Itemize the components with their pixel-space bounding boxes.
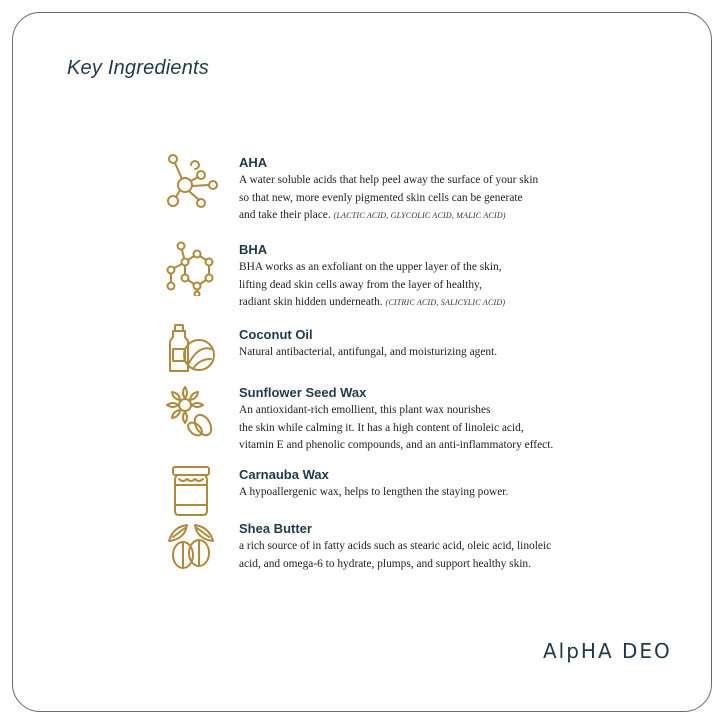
description-line: lifting dead skin cells away from the layer of healthy, — [239, 278, 482, 291]
description-line: BHA works as an exfoliant on the upper layer of the skin, — [239, 261, 502, 273]
ingredient-name: Carnauba Wax — [239, 467, 329, 482]
ingredient-description — [239, 538, 579, 573]
sunflower-seed-icon — [163, 383, 219, 439]
ingredient-name: Shea Butter — [239, 521, 312, 536]
page-title: Key Ingredients — [67, 57, 209, 79]
ingredient-description — [239, 402, 579, 455]
ingredient-name: AHA — [239, 155, 268, 170]
ingredient-name: Coconut Oil — [239, 327, 313, 342]
description-line: Natural antibacterial, antifungal, and moisturizing agent. — [239, 346, 498, 358]
wax-jar-icon — [163, 465, 219, 521]
ingredient-description — [239, 259, 579, 312]
description-line — [239, 294, 579, 312]
acid-note: (CITRIC ACID, SALICYLIC ACID) — [385, 298, 506, 307]
description-text: radiant skin hidden underneath. — [239, 296, 383, 308]
ingredient-description — [239, 344, 579, 362]
ingredient-description — [239, 484, 579, 502]
ingredients-card — [12, 12, 712, 712]
description-line: acid, and omega-6 to hydrate, plumps, and support healthy skin. — [239, 557, 531, 570]
ingredient-name: Sunflower Seed Wax — [239, 385, 367, 400]
brand-logo: AlpHA DEO — [543, 639, 672, 663]
description-line: A hypoallergenic wax, helps to lengthen the staying power. — [239, 486, 509, 498]
description-line: vitamin E and phenolic compounds, and an anti-inflammatory effect. — [239, 439, 554, 451]
shea-nut-icon — [163, 519, 219, 575]
acid-note: (LACTIC ACID, GLYCOLIC ACID, MALIC ACID) — [333, 211, 506, 220]
description-line — [239, 207, 579, 225]
ingredient-description — [239, 172, 579, 225]
description-line: the skin while calming it. It has a high content of linoleic acid, — [239, 421, 524, 434]
molecule-icon — [163, 153, 219, 209]
hexagon-molecule-icon — [163, 240, 219, 296]
description-line: a rich source of in fatty acids such as stearic acid, oleic acid, linoleic — [239, 540, 552, 552]
ingredient-name: BHA — [239, 242, 268, 257]
description-text: and take their place. — [239, 209, 331, 221]
description-line: so that new, more evenly pigmented skin cells can be generate — [239, 191, 523, 204]
description-line: An antioxidant-rich emollient, this plant wax nourishes — [239, 404, 491, 416]
description-line: A water soluble acids that help peel away the surface of your skin — [239, 174, 539, 186]
coconut-oil-icon — [163, 323, 219, 379]
